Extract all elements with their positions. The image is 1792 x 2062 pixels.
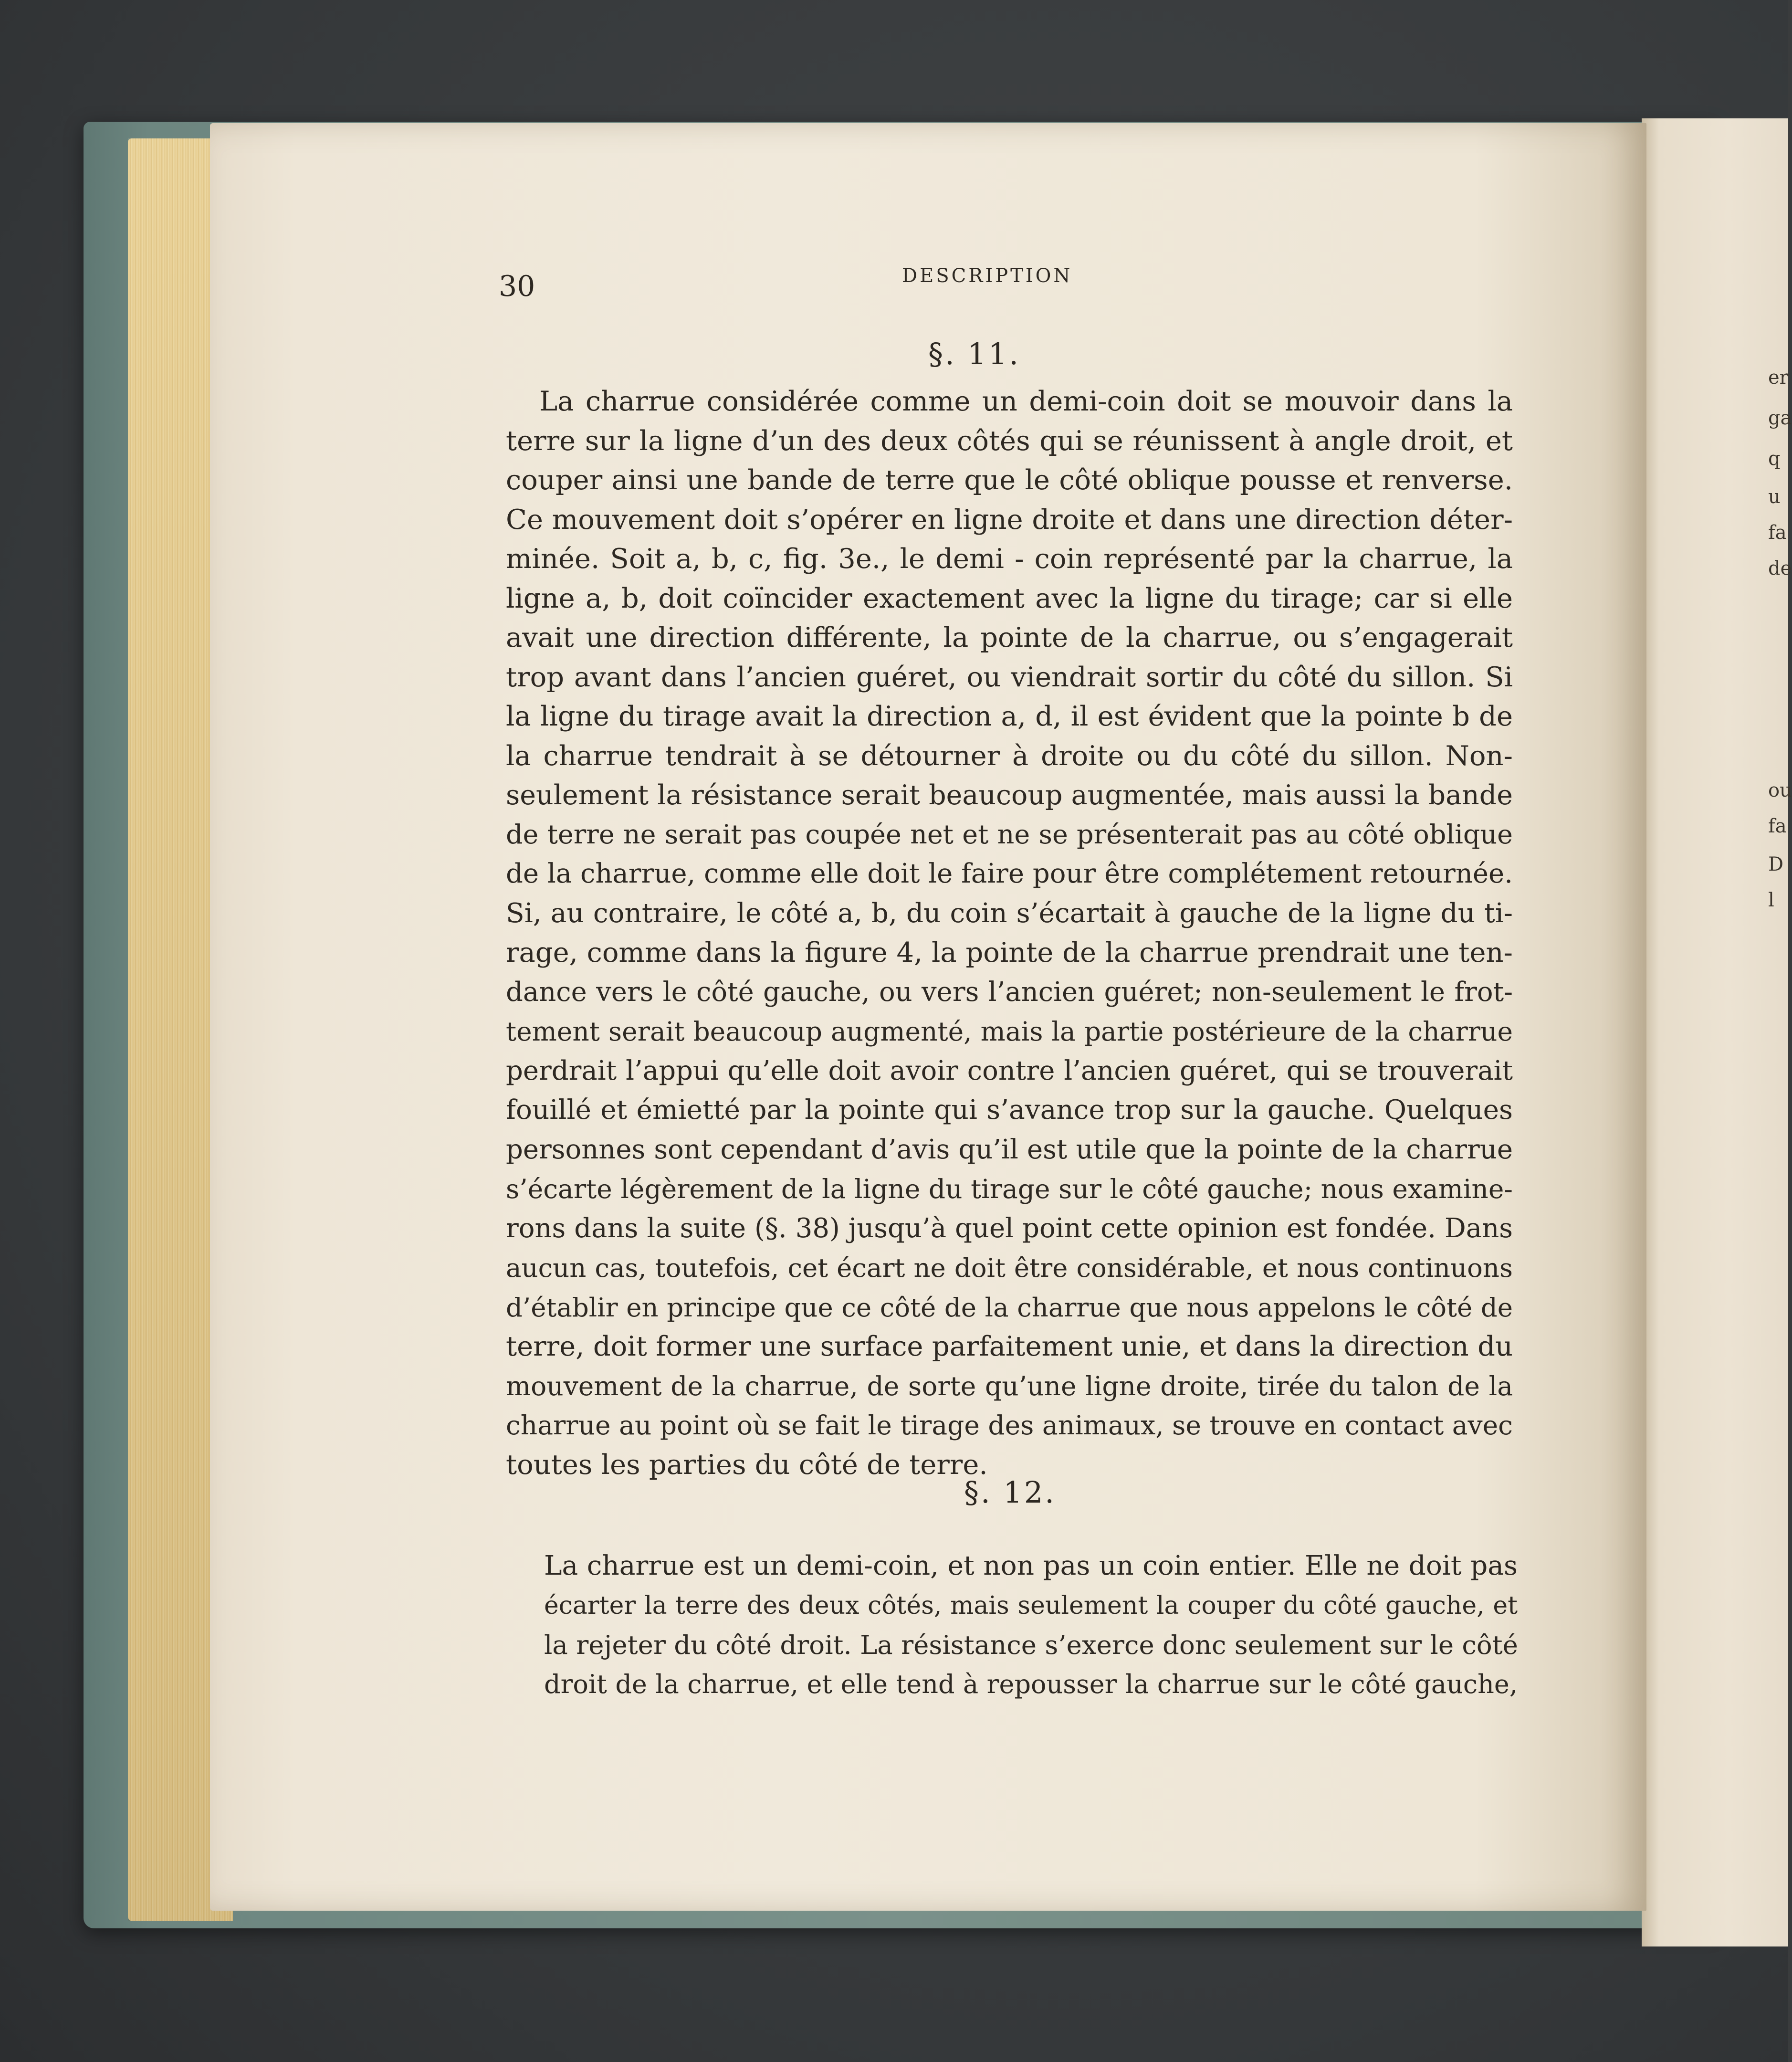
text-line: de terre ne serait pas coupée net et ne se présenterait pas au côté oblique [506, 819, 1513, 850]
text-line: s’écarte légèrement de la ligne du tirage sur le côté gauche; nous examine- [506, 1174, 1513, 1204]
text-line: trop avant dans l’ancien guéret, ou viendrait sortir du côté du sillon. Si [506, 661, 1513, 693]
next-page-fragment: er [1768, 367, 1789, 389]
text-line: droit de la charrue, et elle tend à repousser la charrue sur le côté gauche, [544, 1669, 1518, 1699]
next-page-fragment: u [1768, 486, 1781, 508]
running-head: DESCRIPTION [902, 265, 1073, 287]
text-line: La charrue est un demi-coin, et non pas un coin entier. Elle ne doit pas [544, 1550, 1518, 1581]
text-line: charrue au point où se fait le tirage des animaux, se trouve en contact avec [506, 1410, 1513, 1441]
text-line: la rejeter du côté droit. La résistance s’exerce donc seulement sur le côté [544, 1630, 1518, 1660]
page-number: 30 [499, 270, 535, 303]
text-line: seulement la résistance serait beaucoup augmentée, mais aussi la bande [506, 779, 1513, 811]
text-line: d’établir en principe que ce côté de la charrue que nous appelons le côté de [506, 1292, 1513, 1323]
text-line: ligne a, b, doit coïncider exactement avec la ligne du tirage; car si elle [506, 582, 1513, 614]
next-page-edge [1642, 118, 1792, 1946]
next-page-fragment: l [1768, 889, 1774, 911]
next-page-fragment: ga [1768, 407, 1792, 429]
text-line: tement serait beaucoup augmenté, mais la partie postérieure de la charrue [506, 1016, 1513, 1047]
section-12-paragraph [544, 1546, 1518, 1704]
text-line: terre, doit former une surface parfaitement unie, et dans la direction du [506, 1330, 1513, 1362]
text-line: la ligne du tirage avait la direction a, d, il est évident que la pointe b de [506, 700, 1513, 732]
next-page-fragment: de [1768, 558, 1792, 579]
next-page-fragment: fa [1768, 522, 1787, 544]
text-line: écarter la terre des deux côtés, mais seulement la couper du côté gauche, et [544, 1591, 1518, 1620]
text-line: toutes les parties du côté de terre. [506, 1448, 988, 1481]
section-heading: §. 11. [928, 337, 1021, 371]
text-line: dance vers le côté gauche, ou vers l’ancien guéret; non-seulement le frot- [506, 976, 1513, 1008]
text-line: mouvement de la charrue, de sorte qu’une ligne droite, tirée du talon de la [506, 1370, 1513, 1401]
text-line: perdrait l’appui qu’elle doit avoir contre l’ancien guéret, qui se trouverait [506, 1055, 1513, 1086]
text-line: couper ainsi une bande de terre que le côté oblique pousse et renverse. [506, 464, 1513, 496]
text-line: de la charrue, comme elle doit le faire pour être complétement retournée. [506, 858, 1513, 889]
text-line: minée. Soit a, b, c, fig. 3e., le demi - coin représenté par la charrue, la [506, 543, 1513, 575]
next-page-fragment: D [1768, 853, 1784, 875]
next-page-fragment: q [1768, 448, 1781, 470]
text-line: rons dans la suite (§. 38) jusqu’à quel point cette opinion est fondée. Dans [506, 1212, 1513, 1244]
text-line: Ce mouvement doit s’opérer en ligne droite et dans une direction déter- [506, 503, 1513, 536]
next-page-fragment: fa [1768, 815, 1787, 837]
text-line: rage, comme dans la figure 4, la pointe de la charrue prendrait une ten- [506, 936, 1513, 968]
text-line: aucun cas, toutefois, cet écart ne doit être considérable, et nous continuons [506, 1252, 1513, 1283]
section-11-paragraph [506, 382, 1513, 1484]
text-line: Si, au contraire, le côté a, b, du coin s’écartait à gauche de la ligne du ti- [506, 897, 1513, 929]
text-line: avait une direction différente, la pointe de la charrue, ou s’engagerait [506, 621, 1513, 653]
text-line: terre sur la ligne d’un des deux côtés qui se réunissent à angle droit, et [506, 424, 1513, 457]
next-page-fragment: ou [1768, 779, 1792, 801]
text-line: personnes sont cependant d’avis qu’il est utile que la pointe de la charrue [506, 1134, 1513, 1165]
text-line: La charrue considérée comme un demi-coin doit se mouvoir dans la [539, 385, 1513, 417]
text-line: la charrue tendrait à se détourner à droite ou du côté du sillon. Non- [506, 739, 1513, 772]
text-line: fouillé et émietté par la pointe qui s’avance trop sur la gauche. Quelques [506, 1094, 1513, 1126]
section-heading: §. 12. [964, 1475, 1057, 1510]
